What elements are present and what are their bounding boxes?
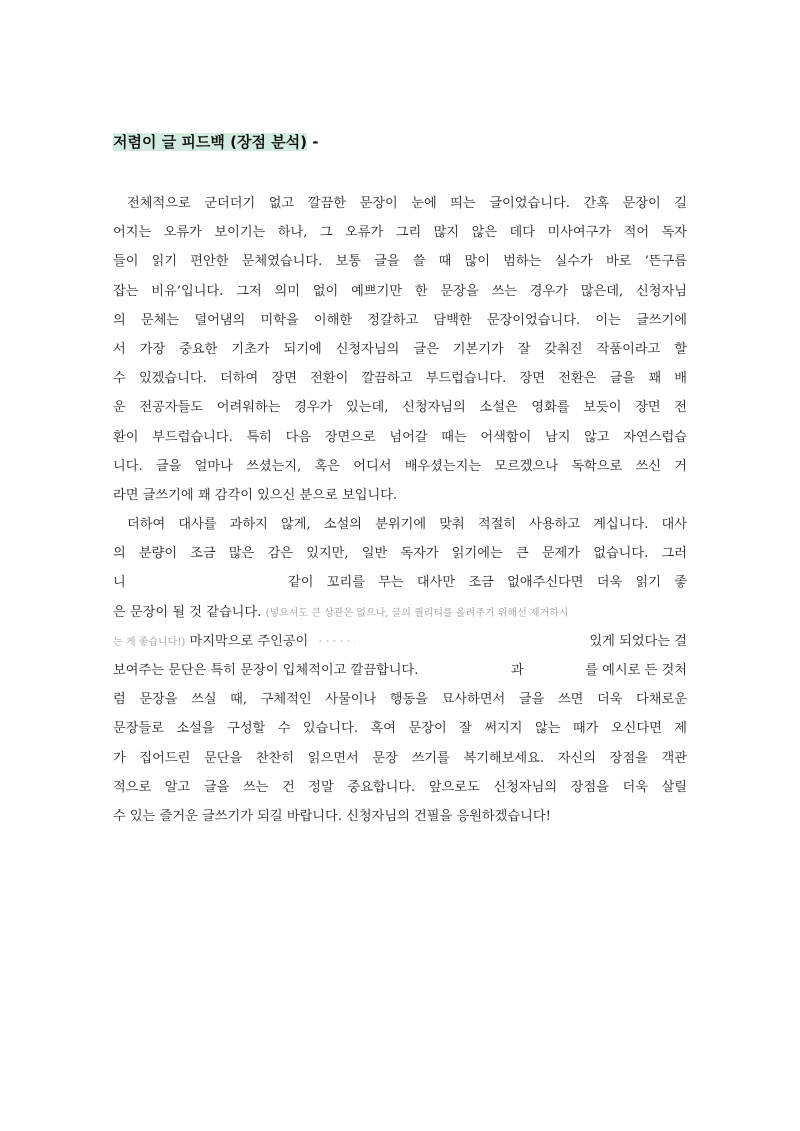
paragraph-line: 수 있겠습니다. 더하여 장면 전환이 깔끔하고 부드럽습니다. 장면 전환은 글을 꽤 배: [113, 371, 687, 387]
paragraph-line: 적으로 알고 글을 쓰는 건 정말 중요합니다. 앞으로도 신청자님의 장점을 더욱 살릴: [113, 779, 687, 795]
line-segment: 마지막으로 주인공이: [189, 633, 309, 649]
document-title: [113, 131, 318, 153]
paragraph-line: 서 가장 중요한 기초가 되기에 신청자님의 글은 기본기가 잘 갖춰진 작품이라고 할: [113, 341, 687, 357]
editor-note-text: 는 게 좋습니다!): [113, 636, 186, 648]
paragraph-line-with-note: [113, 627, 687, 656]
paragraph-line: 더하여 대사를 과하지 않게, 소설의 분위기에 맞춰 적절히 사용하고 계십니다. 대사: [127, 517, 687, 533]
paragraph-line: 럼 문장을 쓰실 때, 구체적인 사물이나 행동을 묘사하면서 글을 쓰면 더욱 다채로운: [113, 692, 687, 708]
paragraph-line: 문장들로 소설을 구성할 수 있습니다. 혹여 문장이 잘 써지지 않는 때가 오신다면 제: [113, 721, 687, 737]
redaction-marks: [317, 639, 355, 643]
paragraph-line: 수 있는 즐거운 글쓰기가 되길 바랍니다. 신청자님의 건필을 응원하겠습니다!: [113, 808, 551, 824]
line-segment: 같이 꼬리를 무는 대사만 조금 없애주신다면 더욱 읽기 좋: [288, 575, 687, 591]
title-highlight: 저렴이 글 피드백 (장점 분석): [113, 133, 307, 151]
paragraph-line: 잡는 비유’입니다. 그저 의미 없이 예쁘기만 한 문장을 쓰는 경우가 많은데, 신청자님: [113, 283, 687, 299]
paragraph-line: 가 집어드린 문단을 찬찬히 읽으면서 문장 쓰기를 복기해보세요. 자신의 장점을 객관: [113, 750, 687, 766]
paragraph-line: 들이 읽기 편안한 문체였습니다. 보통 글을 쓸 때 많이 범하는 실수가 바로 ‘뜬구름: [113, 254, 687, 270]
feedback-body: [113, 189, 687, 831]
line-segment: 있게 되었다는 걸: [589, 633, 687, 649]
line-segment: 보여주는 문단은 특히 문장이 입체적이고 깔끔합니다.: [113, 663, 419, 678]
line-segment: 니: [113, 575, 126, 591]
title-suffix: -: [312, 133, 319, 151]
paragraph-line: 운 전공자들도 어려워하는 경우가 있는데, 신청자님의 소설은 영화를 보듯이 장면 전: [113, 400, 687, 416]
paragraph-line: 어지는 오류가 보이기는 하나, 그 오류가 그리 많지 않은 데다 미사여구가 적어 독자: [113, 225, 687, 241]
paragraph-line: 환이 부드럽습니다. 특히 다음 장면으로 넘어갈 때는 어색함이 남지 않고 자연스럽습: [113, 429, 687, 445]
paragraph-line: 라면 글쓰기에 꽤 감각이 있으신 분으로 보입니다.: [113, 487, 398, 503]
paragraph-line: 니다. 글을 얼마나 쓰셨는지, 혹은 어디서 배우셨는지는 모르겠으나 독학으로 쓰신 거: [113, 458, 687, 474]
paragraph-line-gapped: [113, 568, 687, 597]
paragraph-line: 전체적으로 군더더기 없고 깔끔한 문장이 눈에 띄는 글이었습니다. 간혹 문장이 길: [127, 196, 687, 211]
line-segment: 은 문장이 될 것 같습니다.: [113, 604, 262, 620]
paragraph-line-with-note: [113, 598, 687, 627]
paragraph-line: 의 분량이 조금 많은 감은 있지만, 일반 독자가 읽기에는 큰 문제가 없습니다. 그러: [113, 546, 687, 562]
editor-note: [113, 627, 361, 657]
paragraph-line: 의 문체는 덜어냄의 미학을 이해한 정갈하고 담백한 문장이었습니다. 이는 글쓰기에: [113, 312, 687, 328]
paragraph-line-gapped: [113, 656, 687, 685]
editor-note: (넣으셔도 큰 상관은 없으나, 글의 퀄리티를 올려주기 위해선 제거하시: [265, 607, 569, 619]
line-segment: 과: [511, 663, 524, 678]
line-segment: 를 예시로 든 것처: [585, 663, 687, 678]
